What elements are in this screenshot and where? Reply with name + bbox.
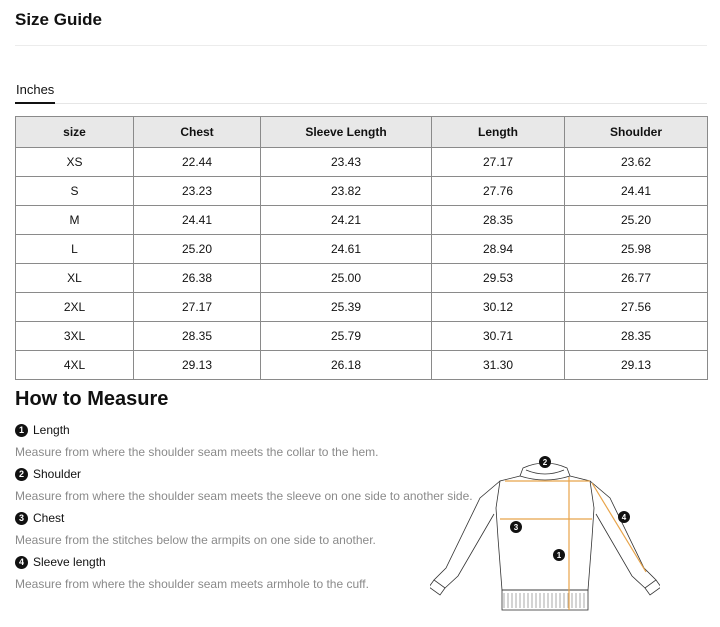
table-cell: 26.77 bbox=[565, 264, 708, 293]
column-header-sleeve-length: Sleeve Length bbox=[261, 117, 432, 148]
table-row bbox=[16, 351, 708, 380]
table-cell: 29.13 bbox=[565, 351, 708, 380]
number-badge: 2 bbox=[15, 468, 28, 481]
table-cell: 25.79 bbox=[261, 322, 432, 351]
table-cell: 28.94 bbox=[432, 235, 565, 264]
table-header-row bbox=[16, 117, 708, 148]
table-cell: 25.20 bbox=[565, 206, 708, 235]
measure-item-shoulder bbox=[15, 466, 473, 503]
measure-description: Measure from the stitches below the armpits on one side to another. bbox=[15, 533, 376, 547]
table-cell: 25.20 bbox=[134, 235, 261, 264]
measure-item-length bbox=[15, 422, 445, 459]
diagram-marker-3 bbox=[510, 521, 522, 533]
page-title: Size Guide bbox=[15, 10, 102, 29]
number-badge: 3 bbox=[15, 512, 28, 525]
table-cell: 25.00 bbox=[261, 264, 432, 293]
column-header-size: size bbox=[16, 117, 134, 148]
table-cell: 26.38 bbox=[134, 264, 261, 293]
measure-name: Length bbox=[33, 423, 70, 437]
sweater-body bbox=[496, 476, 594, 590]
how-to-measure-title: How to Measure bbox=[15, 388, 169, 410]
measure-item-sleeve-length bbox=[15, 554, 445, 591]
table-cell: 28.35 bbox=[565, 322, 708, 351]
measure-item-chest bbox=[15, 510, 445, 547]
table-row bbox=[16, 264, 708, 293]
table-cell: 2XL bbox=[16, 293, 134, 322]
measure-name: Sleeve length bbox=[33, 555, 106, 569]
table-cell: 28.35 bbox=[134, 322, 261, 351]
svg-text:4: 4 bbox=[621, 513, 627, 522]
table-cell: XL bbox=[16, 264, 134, 293]
table-cell: 29.13 bbox=[134, 351, 261, 380]
column-header-length: Length bbox=[432, 117, 565, 148]
table-cell: 29.53 bbox=[432, 264, 565, 293]
table-cell: 23.43 bbox=[261, 148, 432, 177]
svg-text:1: 1 bbox=[556, 551, 562, 560]
number-badge: 4 bbox=[15, 556, 28, 569]
table-cell: 27.56 bbox=[565, 293, 708, 322]
table-row bbox=[16, 293, 708, 322]
table-cell: 3XL bbox=[16, 322, 134, 351]
measure-description: Measure from where the shoulder seam meets the collar to the hem. bbox=[15, 445, 379, 459]
table-cell: 4XL bbox=[16, 351, 134, 380]
number-badge: 1 bbox=[15, 424, 28, 437]
diagram-marker-4 bbox=[618, 511, 630, 523]
table-cell: 22.44 bbox=[134, 148, 261, 177]
measure-name: Chest bbox=[33, 511, 65, 525]
table-cell: 25.39 bbox=[261, 293, 432, 322]
table-cell: 24.41 bbox=[134, 206, 261, 235]
svg-text:2: 2 bbox=[542, 458, 548, 467]
table-cell: 23.82 bbox=[261, 177, 432, 206]
table-cell: XS bbox=[16, 148, 134, 177]
table-cell: 30.71 bbox=[432, 322, 565, 351]
column-header-chest: Chest bbox=[134, 117, 261, 148]
table-row bbox=[16, 177, 708, 206]
measure-description: Measure from where the shoulder seam meets the sleeve on one side to another side. bbox=[15, 489, 473, 503]
table-cell: 28.35 bbox=[432, 206, 565, 235]
table-cell: 23.23 bbox=[134, 177, 261, 206]
table-cell: 25.98 bbox=[565, 235, 708, 264]
table-cell: 27.76 bbox=[432, 177, 565, 206]
unit-tab-bar bbox=[15, 82, 707, 104]
svg-text:3: 3 bbox=[513, 523, 519, 532]
table-cell: 24.61 bbox=[261, 235, 432, 264]
measure-name: Shoulder bbox=[33, 467, 82, 481]
sweater-measurement-diagram bbox=[430, 450, 660, 618]
table-cell: 23.62 bbox=[565, 148, 708, 177]
table-cell: 27.17 bbox=[432, 148, 565, 177]
measure-description: Measure from where the shoulder seam meets armhole to the cuff. bbox=[15, 577, 369, 591]
diagram-marker-2 bbox=[539, 456, 551, 468]
tab-inches[interactable]: Inches bbox=[15, 82, 55, 104]
table-cell: 27.17 bbox=[134, 293, 261, 322]
table-row bbox=[16, 235, 708, 264]
sweater-left-sleeve bbox=[434, 481, 500, 588]
sleeve-measure-line bbox=[592, 483, 646, 572]
table-cell: L bbox=[16, 235, 134, 264]
diagram-marker-1 bbox=[553, 549, 565, 561]
title-divider bbox=[15, 45, 707, 46]
table-row bbox=[16, 206, 708, 235]
table-cell: 26.18 bbox=[261, 351, 432, 380]
sweater-hem bbox=[502, 590, 588, 610]
table-cell: S bbox=[16, 177, 134, 206]
table-row bbox=[16, 148, 708, 177]
table-cell: M bbox=[16, 206, 134, 235]
column-header-shoulder: Shoulder bbox=[565, 117, 708, 148]
table-cell: 31.30 bbox=[432, 351, 565, 380]
table-row bbox=[16, 322, 708, 351]
table-cell: 24.21 bbox=[261, 206, 432, 235]
table-cell: 24.41 bbox=[565, 177, 708, 206]
table-cell: 30.12 bbox=[432, 293, 565, 322]
size-table bbox=[15, 116, 708, 380]
